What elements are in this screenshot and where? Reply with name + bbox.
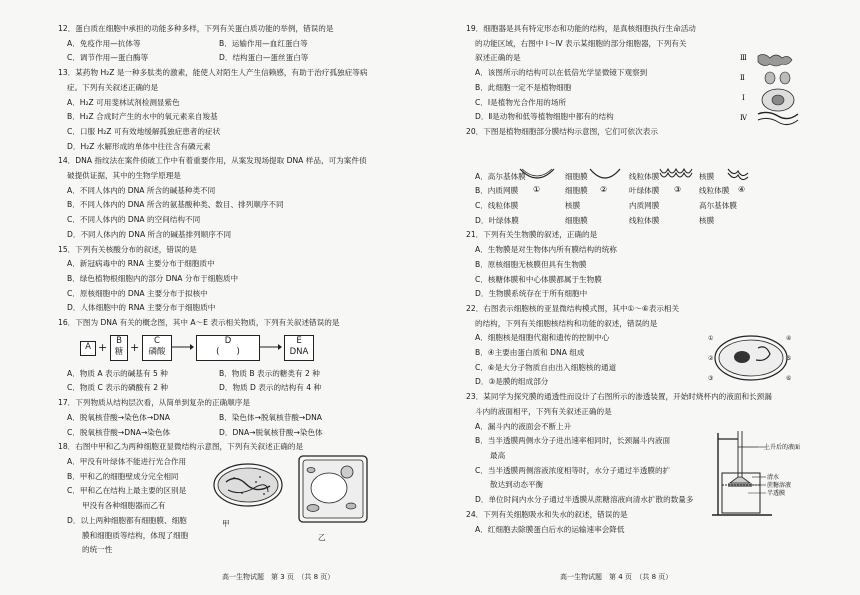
question-13-stem-cont: 症。下列有关叙述正确的是 [67,82,159,92]
concept-box-b-letter: B [116,335,122,346]
table-cell: 核膜 [699,171,715,181]
table-cell: A．高尔基体膜 [475,171,526,181]
question-12-options-row2 [67,51,446,66]
concept-box-d-letter: D [224,335,232,346]
option[interactable]: D．物质 D 表示的结构有 4 种 [219,383,322,393]
question-17-options-row1 [67,411,446,426]
option[interactable]: D．人体细胞中的 RNA 主要分布于细胞质中 [67,303,216,313]
concept-box-d [196,335,260,361]
question-12-options-row1 [67,37,446,52]
arrow-right-icon [172,342,194,352]
option-cont: 散达到动态平衡 [490,480,544,490]
svg-text:⑤: ⑤ [786,355,792,362]
organelle-label: Ⅳ [740,114,747,122]
option[interactable]: D．③是膜的组成部分 [475,377,549,387]
table-cell: 核膜 [565,201,581,211]
option[interactable]: A．漏斗内的液面会不断上升 [475,421,572,431]
question-18-stem: 18．右图中甲和乙为两种细胞亚显微结构示意图，下列有关叙述正确的是 [58,442,304,452]
option-cont: 膜和细胞质等结构，体现了细胞 [82,530,189,540]
svg-text:①: ① [708,335,714,342]
option[interactable]: B．此细胞一定不是植物细胞 [475,82,572,92]
question-17-stem: 17．下列物质从结构层次看，从简单到复杂的正确顺序是 [58,398,250,408]
question-15-stem: 15．下列有关核酸分布的叙述，错误的是 [58,244,197,254]
option[interactable]: D．单位时间内水分子通过半透膜从蔗糖溶液向清水扩散的数量多 [475,495,694,505]
question-21-stem: 21．下列有关生物膜的叙述，正确的是 [466,230,598,240]
option[interactable]: B．甲和乙的细胞壁成分完全相同 [67,471,179,481]
concept-box-b-label: 糖 [114,346,124,357]
figure-label-jia: 甲 [222,519,230,528]
option[interactable]: A．脱氧核苷酸→染色体→DNA [67,412,170,422]
osmosis-apparatus-figure [712,425,822,520]
nucleus-figure [706,330,796,385]
question-16-options-row2 [67,381,446,396]
page-footer-right: 高一生物试题 第 4 页 （共 8 页） [560,573,673,581]
concept-box-d-blank: ( ) [216,346,240,357]
table-row[interactable] [475,214,749,229]
organelle-figure [740,50,812,130]
option[interactable]: C．⑥是大分子物质自由出入细胞核的通道 [475,362,617,372]
membrane-structures-figure [510,165,770,193]
table-cell: 叶绿体膜 [629,186,660,196]
concept-box-c-label: 磷酸 [148,346,166,357]
option[interactable]: A．甲没有叶绿体不能进行光合作用 [67,456,187,466]
option[interactable]: D．不同人体内的 DNA 所含的碱基排列顺序不同 [67,229,232,239]
table-cell: C．线粒体膜 [475,201,519,211]
table-cell: 线粒体膜 [699,186,730,196]
option[interactable]: A．该图所示的结构可以在低倍光学显微镜下观察到 [475,68,648,78]
svg-text:②: ② [708,355,714,362]
table-cell: 线粒体膜 [629,171,660,181]
table-cell: 内质网膜 [629,201,660,211]
table-cell: 细胞膜 [565,171,588,181]
table-cell: 核膜 [699,215,715,225]
concept-box-e-letter: E [296,335,302,346]
apparatus-label: 上升后的液面 [764,444,801,451]
plus-sign: + [98,340,108,354]
option[interactable]: C．物质 C 表示的磷酸有 2 种 [67,383,169,393]
option[interactable]: D．以上两种细胞都有细胞膜、细胞 [67,515,187,525]
apparatus-label: 蔗糖溶液 [767,482,792,489]
option[interactable]: B．染色体→脱氧核苷酸→DNA [219,412,323,422]
apparatus-label: 半透膜 [767,490,786,497]
option[interactable]: B．H₂Z 合成时产生的水中的氧元素来自羧基 [67,112,218,122]
option[interactable]: D．生物膜系统存在于所有细胞中 [475,289,588,299]
svg-text:③: ③ [708,375,714,382]
question-13-stem: 13．某药物 H₂Z 是一种多肽类的激素，能使人对陌生人产生信赖感，有助于治疗孤独症等病 [58,68,368,78]
question-19-stem-cont: 叙述正确的是 [475,53,521,63]
option[interactable]: A．生物膜是对生物体内所有膜结构的统称 [475,245,617,255]
option[interactable]: D．结构蛋白—蛋丝蛋白等 [219,53,309,63]
figure-number: ③ [674,185,682,193]
page-footer-left: 高一生物试题 第 3 页 （共 8 页） [222,573,335,581]
table-cell: 细胞膜 [565,186,588,196]
concept-box-c-letter: C [154,335,160,346]
option[interactable]: C．原核细胞中的 DNA 主要分布于拟核中 [67,288,208,298]
plant-cell-figure [297,454,369,524]
option[interactable]: B．运输作用—血红蛋白等 [219,38,308,48]
option[interactable]: C．核糖体膜和中心体膜都属于生物膜 [475,274,602,284]
option[interactable]: B．物质 B 表示的糖类有 2 种 [219,368,320,378]
question-14-stem-cont: 破提供证据，其中的生物学原理是 [67,171,181,181]
concept-box-c [142,335,172,361]
prokaryote-cell-figure [212,462,284,508]
arrow-right-icon [260,342,282,352]
table-cell: 线粒体膜 [629,215,660,225]
option[interactable]: C．Ⅰ是植物光合作用的场所 [475,97,567,107]
question-14-stem: 14．DNA 指纹法在案件侦破工作中有着重要作用，从案发现场提取 DNA 样品，可为案件侦 [58,156,367,166]
option[interactable]: A．不同人体内的 DNA 所含的碱基种类不同 [67,185,216,195]
plus-sign: + [130,340,140,354]
table-cell: 细胞膜 [565,215,588,225]
option[interactable]: C．当半透膜两侧溶液浓度相等时，水分子通过半透膜的扩 [475,465,671,475]
option[interactable]: A．物质 A 表示的碱基有 5 种 [67,368,168,378]
question-24-stem: 24．下列有关细胞吸水和失水的叙述，错误的是 [466,509,628,519]
option-cont: 甲没有各种细胞器而乙有 [82,501,166,511]
question-16-options-row1 [67,367,446,382]
option-cont: 的统一性 [82,545,113,555]
question-22-stem: 22．右图表示细胞核的亚显微结构模式图，其中①～⑥表示相关 [466,303,680,313]
option[interactable]: D．DNA→脱氧核苷酸→染色体 [219,427,323,437]
concept-box-b [110,335,128,361]
question-19-stem-cont: 的功能区域，右图中 Ⅰ～Ⅳ 表示某细胞的部分细胞器，下列有关 [475,38,687,48]
organelle-label: Ⅱ [740,74,745,82]
option[interactable]: C．不同人体内的 DNA 的空间结构不同 [67,215,201,225]
table-row[interactable] [475,199,749,214]
option[interactable]: C．甲和乙在结构上最主要的区别是 [67,486,187,496]
svg-text:④: ④ [786,335,792,342]
option-cont: 最高 [490,450,506,460]
option[interactable]: A．免疫作用—抗体等 [67,38,141,48]
option[interactable]: A．H₂Z 可用斐林试剂检测显紫色 [67,97,180,107]
figure-number: ① [533,185,541,193]
question-22-stem-cont: 的结构，下列有关细胞核结构和功能的叙述，错误的是 [475,318,658,328]
question-20-stem: 20．下图是植物细胞部分膜结构示意图，它们可依次表示 [466,126,658,136]
question-17-options-row2 [67,426,446,441]
option[interactable]: B．原核细胞无核膜但具有生物膜 [475,259,587,269]
figure-label-yi: 乙 [318,533,326,542]
question-16-stem: 16．下图为 DNA 有关的概念图，其中 A～E 表示相关物质，下列有关叙述错误的是 [58,318,340,328]
concept-box-a: A [80,341,96,356]
option[interactable]: C．口服 H₂Z 可有效地缓解孤独症患者的症状 [67,126,221,136]
table-cell: 高尔基体膜 [699,201,737,211]
dna-concept-map [80,333,446,365]
svg-text:⑥: ⑥ [786,375,792,382]
option[interactable]: A．红细胞去除膜蛋白后水的运输速率会降低 [475,524,625,534]
apparatus-label: 清水 [767,474,780,481]
figure-number: ④ [738,185,746,193]
organelle-label: Ⅲ [740,54,747,62]
option[interactable]: B．④主要由蛋白质和 DNA 组成 [475,348,585,358]
table-cell: B．内质网膜 [475,186,519,196]
option[interactable]: C．调节作用—蛋白酶等 [67,53,149,63]
question-23-stem: 23．某同学为探究膜的通透性而设计了右图所示的渗透装置，开始时烧杯内的液面和长颈漏 [466,392,772,402]
table-cell: D．叶绿体膜 [475,215,519,225]
concept-box-e [284,335,314,361]
concept-box-e-label: DNA [289,346,309,357]
option[interactable]: B．不同人体内的 DNA 所含的氨基酸种类、数目、排列顺序不同 [67,200,284,210]
question-19-stem: 19．细胞器是具有特定形态和功能的结构，是真核细胞执行生命活动 [466,24,696,33]
option[interactable]: A．细胞核是细胞代谢和遗传的控制中心 [475,333,610,343]
option[interactable]: B．当半透膜两侧水分子进出速率相同时，长颈漏斗内液面 [475,436,671,446]
option[interactable]: D．H₂Z 水解形成的单体中往往含有磷元素 [67,141,211,151]
organelle-label: Ⅰ [742,94,745,102]
option[interactable]: D．Ⅱ是动物和低等植物细胞中都有的结构 [475,112,614,122]
question-23-stem-cont: 斗内的液面相平，下列有关叙述正确的是 [475,406,612,416]
question-12-stem: 12．蛋白质在细胞中承担的功能多种多样，下列有关蛋白质功能的举例，错误的是 [58,24,334,33]
option[interactable]: B．绿色植物根细胞内的部分 DNA 分布于细胞质中 [67,273,239,283]
option[interactable]: A．新冠病毒中的 RNA 主要分布于细胞质中 [67,259,215,269]
option[interactable]: C．脱氧核苷酸→DNA→染色体 [67,427,171,437]
figure-number: ② [600,185,608,193]
